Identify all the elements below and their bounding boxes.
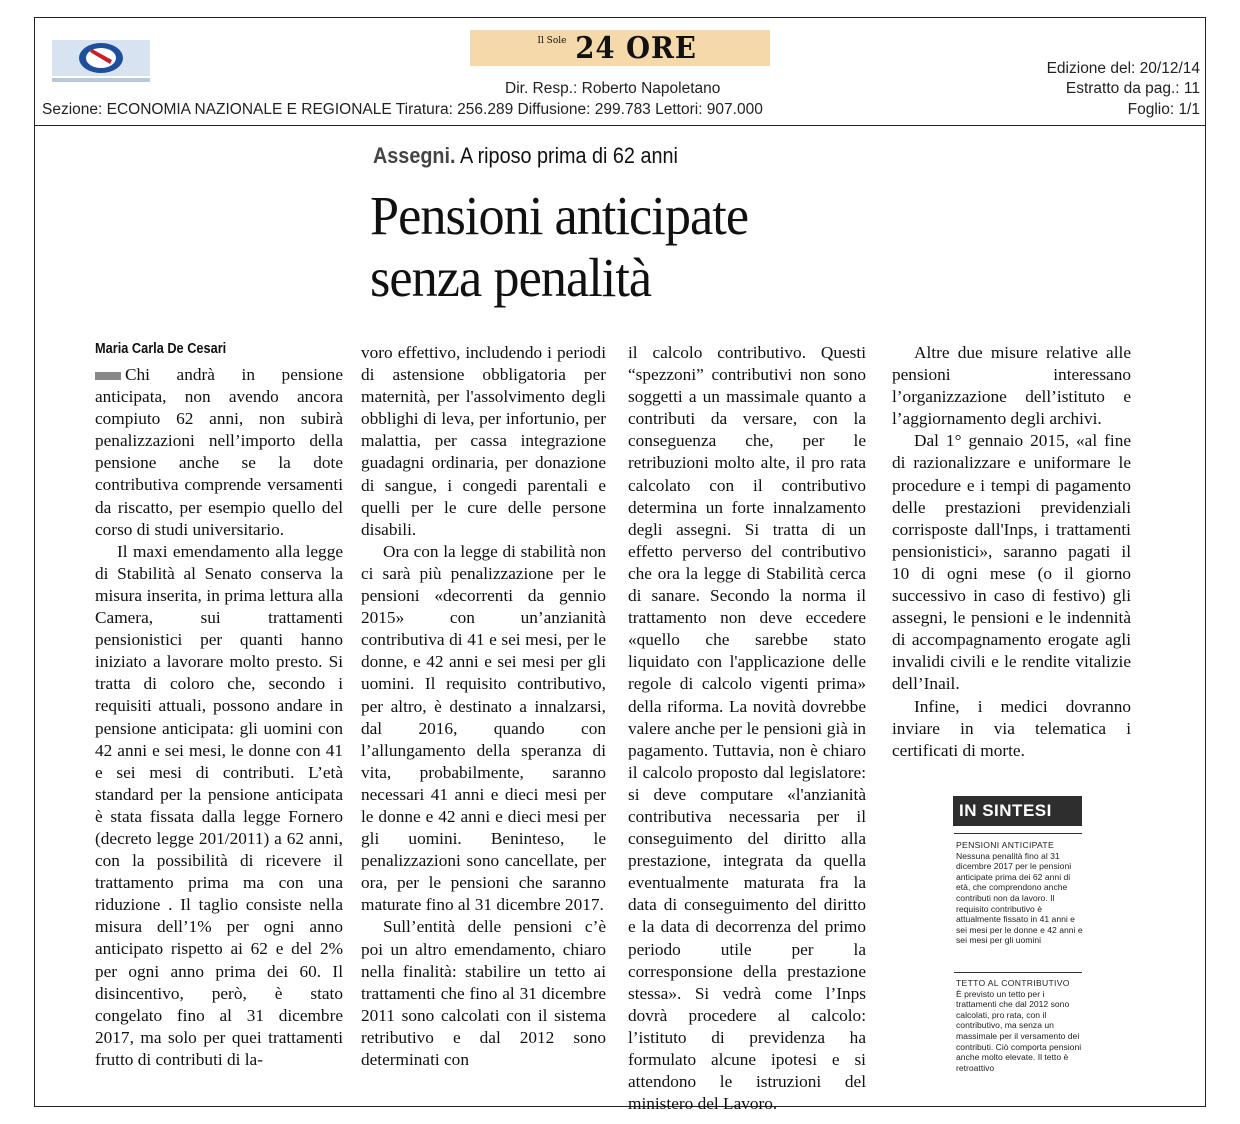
- sheet-number: Foglio: 1/1: [1127, 101, 1200, 118]
- article-author: Maria Carla De Cesari: [95, 341, 227, 357]
- edition-date: Edizione del: 20/12/14: [1046, 60, 1200, 77]
- paragraph: il calcolo contributivo. Questi “spezzoni” contributivi non sono soggetti a un massimale quanto a contributi da versare, con la conseguenza che, per le retribuzioni molto alte, il pro rata calcolato con il contributivo determina un forte innalzamento degli assegni. Si tratta di un effetto perverso del contributivo che ora la legge di Stabilità cerca di sanare. Secondo la norma il trattamento non deve eccedere «quello che sarebbe stato liquidato con l'applicazione delle regole di calcolo vigenti prima» della riforma. La novità dovrebbe valere anche per le pensioni già in pagamento. Tuttavia, non è chiaro il calcolo proposto dal legislatore: si deve computare «l'anzianità contributiva necessaria per il conseguimento del diritto alla prestazione, integrata da quella eventualmente maturata fra la data di conseguimento del diritto e la data di decorrenza del primo periodo utile per la corresponsione della prestazione stessa». Si vedrà come l’Inps dovrà procedere al calcolo: l’istituto di previdenza ha formulato alcune ipotesi e si attendono le istruzioni del ministero del Lavoro.: [628, 343, 866, 1114]
- article-column-4: [892, 342, 1131, 762]
- summary-item-heading: PENSIONI ANTICIPATE: [956, 840, 1055, 850]
- paragraph: Ora con la legge di stabilità non ci sarà più penalizzazione per le pensioni «decorrenti da gennio 2015» con un’anzianità contributiva di 41 e sei mesi, per le donne, e 42 anni e sei mesi per gli uomini. Il requisito contributivo, per altro, è destinato a innalzarsi, dal 2016, quando con l’allungamento della speranza di vita, probabilmente, saranno necessari 41 anni e dieci mesi per le donne e 42 anni e dieci mesi per gli uomini. Beninteso, le penalizzazioni sono cancellate, per ora, per le pensioni che saranno maturate fino al 31 dicembre 2017.: [361, 541, 606, 915]
- summary-box-title: IN SINTESI: [953, 796, 1082, 826]
- article-title: [370, 185, 748, 309]
- title-line-2: senza penalità: [370, 247, 652, 308]
- title-line-1: Pensioni anticipate: [370, 185, 749, 246]
- kicker-label: Assegni.: [373, 143, 456, 168]
- paragraph: Infine, i medici dovranno inviare in via telematica i certificati di morte.: [892, 696, 1131, 760]
- summary-item-text: Nessuna penalità fino al 31 dicembre 2017 per le pensioni anticipate prima dei 62 anni di età, che comprendono anche contributi non da lavoro. Il requisito contributivo è attualmente fissato in 41 anni e sei mesi per le donne e 42 anni e sei mesi per gli uomini: [956, 850, 1083, 946]
- lead-marker: [95, 372, 121, 380]
- summary-item-cap: [956, 978, 1084, 1073]
- paragraph: Sull’entità delle pensioni c’è poi un altro emendamento, chiaro nella finalità: stabilire un tetto ai trattamenti che fino al 31 dicembre 2011 sono calcolati con il sistema retributivo e dal 2012 sono determinati con: [361, 917, 606, 1069]
- article-kicker: [373, 143, 678, 169]
- paragraph: Chi andrà in pensione anticipata, non avendo ancora compiuto 62 anni, non subirà penalizzazioni nell’importo della pensione anche se la dote contributiva comprende versamenti da riscatto, per esempio quello del corso di studi universitario.: [95, 365, 343, 539]
- extract-page: Estratto da pag.: 11: [1065, 80, 1200, 97]
- article-column-1: [95, 364, 343, 1071]
- paragraph: Il maxi emendamento alla legge di Stabilità al Senato conserva la misura inserita, in prima lettura alla Camera, sui trattamenti pensionistici per quanti hanno iniziato a lavorare molto presto. Si tratta di coloro che, secondo i requisiti attuali, possono andare in pensione anticipata: gli uomini con 42 anni e sei mesi, le donne con 41 e sei mesi di contributi. L’età standard per la pensione anticipata è stata fissata dalla legge Fornero (decreto legge 201/2011) a 62 anni, con la possibilità di ricevere il trattamento prima ma con una riduzione . Il taglio consiste nella misura dell’1% per ogni anno anticipato rispetto ai 62 e del 2% per ogni anno prima dei 60. Il disincentivo, però, è stato congelato fino al 31 dicembre 2017, ma solo per quei trattamenti frutto di contributi di la-: [95, 541, 343, 1069]
- paragraph: Dal 1° gennaio 2015, «al fine di razionalizzare e uniformare le procedure e i tempi di pagamento delle prestazioni previdenziali corrisposte dall'Inps, i trattamenti pensionistici», saranno pagati il 10 di ogni mese (o il giorno successivo in caso di festivo) gli assegni, le pensioni e le indennità di accompagnamento erogate agli invalidi civili e le rendite vitalizie dell’Inail.: [892, 431, 1131, 694]
- newspaper-masthead: [470, 30, 770, 66]
- article-column-2: [361, 342, 606, 1071]
- kicker-text: A riposo prima di 62 anni: [459, 143, 678, 168]
- summary-item-heading: TETTO AL CONTRIBUTIVO: [956, 978, 1070, 988]
- masthead-title: 24 ORE: [575, 30, 698, 66]
- summary-item-text: È previsto un tetto per i trattamenti che dal 2012 sono calcolati, pro rata, con il contributivo, ma senza un massimale per il versamento dei contributi. Ciò comporta pensioni anche molto elevate. Il tetto è retroattivo: [956, 988, 1082, 1073]
- masthead-small: Il Sole: [537, 36, 567, 46]
- paragraph: Altre due misure relative alle pensioni interessano l’organizzazione dell’istituto e l’aggiornamento degli archivi.: [892, 343, 1131, 429]
- header-divider: [34, 125, 1206, 126]
- director-line: Dir. Resp.: Roberto Napoletano: [505, 80, 721, 97]
- summary-divider: [954, 833, 1082, 834]
- regional-council-logo: [52, 40, 150, 84]
- article-column-3: [628, 342, 866, 1115]
- summary-item-pensions: [956, 840, 1084, 946]
- section-line: Sezione: ECONOMIA NAZIONALE E REGIONALE Tiratura: 256.289 Diffusione: 299.783 Lettori: 907.000: [42, 101, 763, 118]
- summary-divider: [954, 972, 1082, 973]
- paragraph: voro effettivo, includendo i periodi di astensione obbligatoria per maternità, per l'assolvimento degli obblighi di leva, per infortunio, per malattia, per cassa integrazione guadagni ordinaria, per donazione di sangue, i congedi parentali e quelli per le cure delle persone disabili.: [361, 343, 606, 539]
